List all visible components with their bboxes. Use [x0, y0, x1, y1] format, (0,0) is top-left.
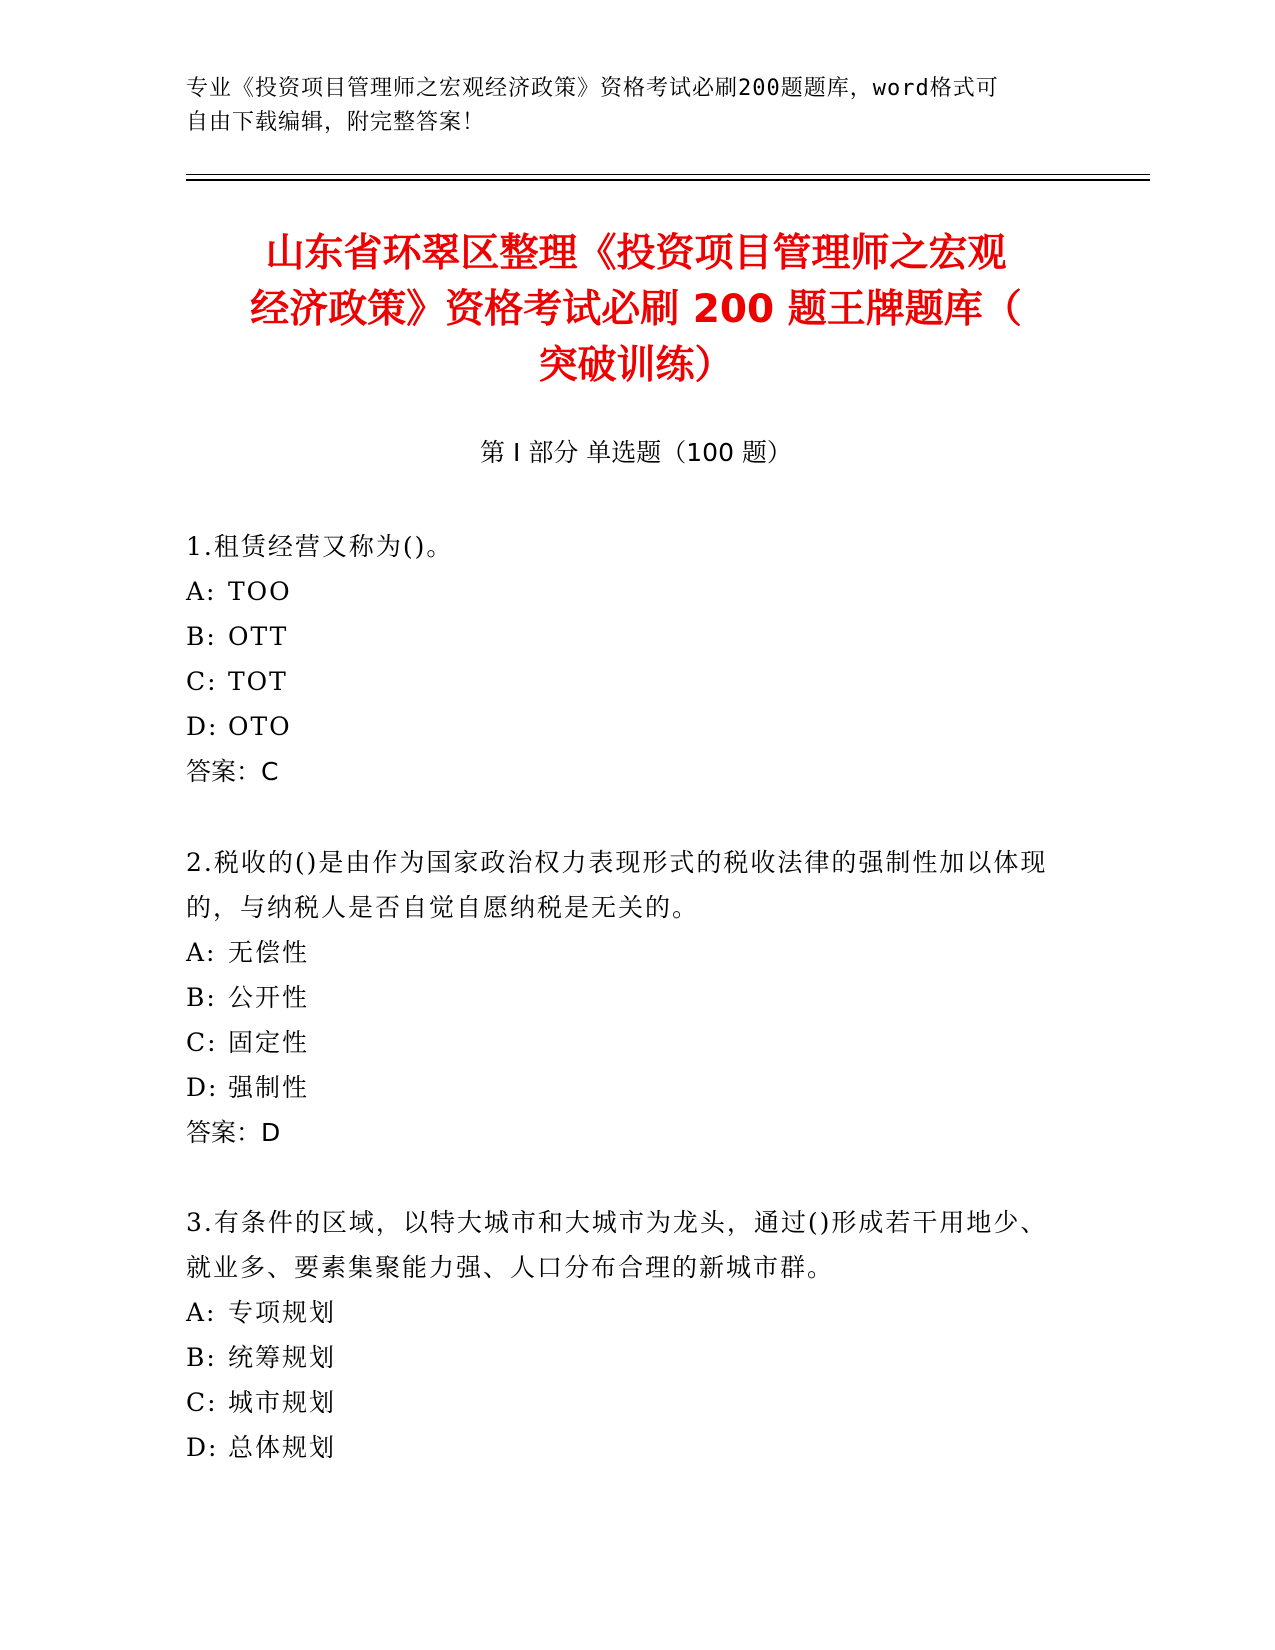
- option-text: 统筹规划: [228, 1343, 337, 1372]
- option-letter: B:: [186, 983, 217, 1012]
- option-text: OTO: [228, 712, 292, 741]
- title-line-2: 经济政策》资格考试必刷 200 题王牌题库（: [250, 287, 1022, 332]
- option-c: [186, 1020, 1066, 1065]
- option-text: TOO: [228, 577, 292, 606]
- option-text: 无偿性: [228, 938, 310, 967]
- option-letter: D:: [186, 712, 219, 741]
- option-b: [186, 614, 1066, 659]
- header-note-line-1: 专业《投资项目管理师之宏观经济政策》资格考试必刷200题题库，word格式可: [186, 76, 999, 101]
- option-text: TOT: [228, 667, 288, 696]
- question-2: [186, 840, 1066, 1155]
- question-stem: 3.有条件的区域，以特大城市和大城市为龙头，通过()形成若干用地少、就业多、要素集聚能力强、人口分布合理的新城市群。: [186, 1208, 1048, 1282]
- option-a: [186, 930, 1066, 975]
- header-divider-thick: [186, 179, 1150, 181]
- option-d: [186, 1065, 1066, 1110]
- option-text: 固定性: [228, 1028, 310, 1057]
- option-letter: B:: [186, 1343, 217, 1372]
- section-heading: 第 I 部分 单选题（100 题）: [480, 438, 792, 467]
- option-c: [186, 1380, 1066, 1425]
- option-text: 公开性: [228, 983, 310, 1012]
- option-a: [186, 1290, 1066, 1335]
- answer-line: 答案：D: [186, 1118, 281, 1147]
- question-1: [186, 524, 1066, 794]
- document-title: [186, 226, 1086, 394]
- header-note-line-2: 自由下载编辑，附完整答案！: [186, 110, 486, 135]
- header-note: [186, 72, 1086, 140]
- title-line-3: 突破训练）: [538, 343, 734, 388]
- header-divider-thin: [186, 174, 1150, 175]
- answer-line: 答案：C: [186, 757, 279, 786]
- option-letter: B:: [186, 622, 217, 651]
- option-text: 专项规划: [228, 1298, 337, 1327]
- option-c: [186, 659, 1066, 704]
- option-text: 总体规划: [228, 1433, 337, 1462]
- option-b: [186, 975, 1066, 1020]
- question-stem: 1.租赁经营又称为()。: [186, 532, 454, 561]
- option-text: 城市规划: [228, 1388, 337, 1417]
- option-b: [186, 1335, 1066, 1380]
- title-line-1: 山东省环翠区整理《投资项目管理师之宏观: [265, 231, 1007, 276]
- option-letter: C:: [186, 667, 218, 696]
- option-letter: C:: [186, 1028, 218, 1057]
- option-letter: D:: [186, 1433, 219, 1462]
- option-d: [186, 1425, 1066, 1470]
- option-text: OTT: [228, 622, 289, 651]
- question-3: [186, 1200, 1066, 1470]
- question-stem: 2.税收的()是由作为国家政治权力表现形式的税收法律的强制性加以体现的，与纳税人是否自觉自愿纳税是无关的。: [186, 848, 1048, 922]
- option-letter: C:: [186, 1388, 218, 1417]
- option-letter: A:: [186, 938, 217, 967]
- option-text: 强制性: [228, 1073, 310, 1102]
- option-a: [186, 569, 1066, 614]
- option-letter: A:: [186, 577, 217, 606]
- option-letter: A:: [186, 1298, 217, 1327]
- option-letter: D:: [186, 1073, 219, 1102]
- option-d: [186, 704, 1066, 749]
